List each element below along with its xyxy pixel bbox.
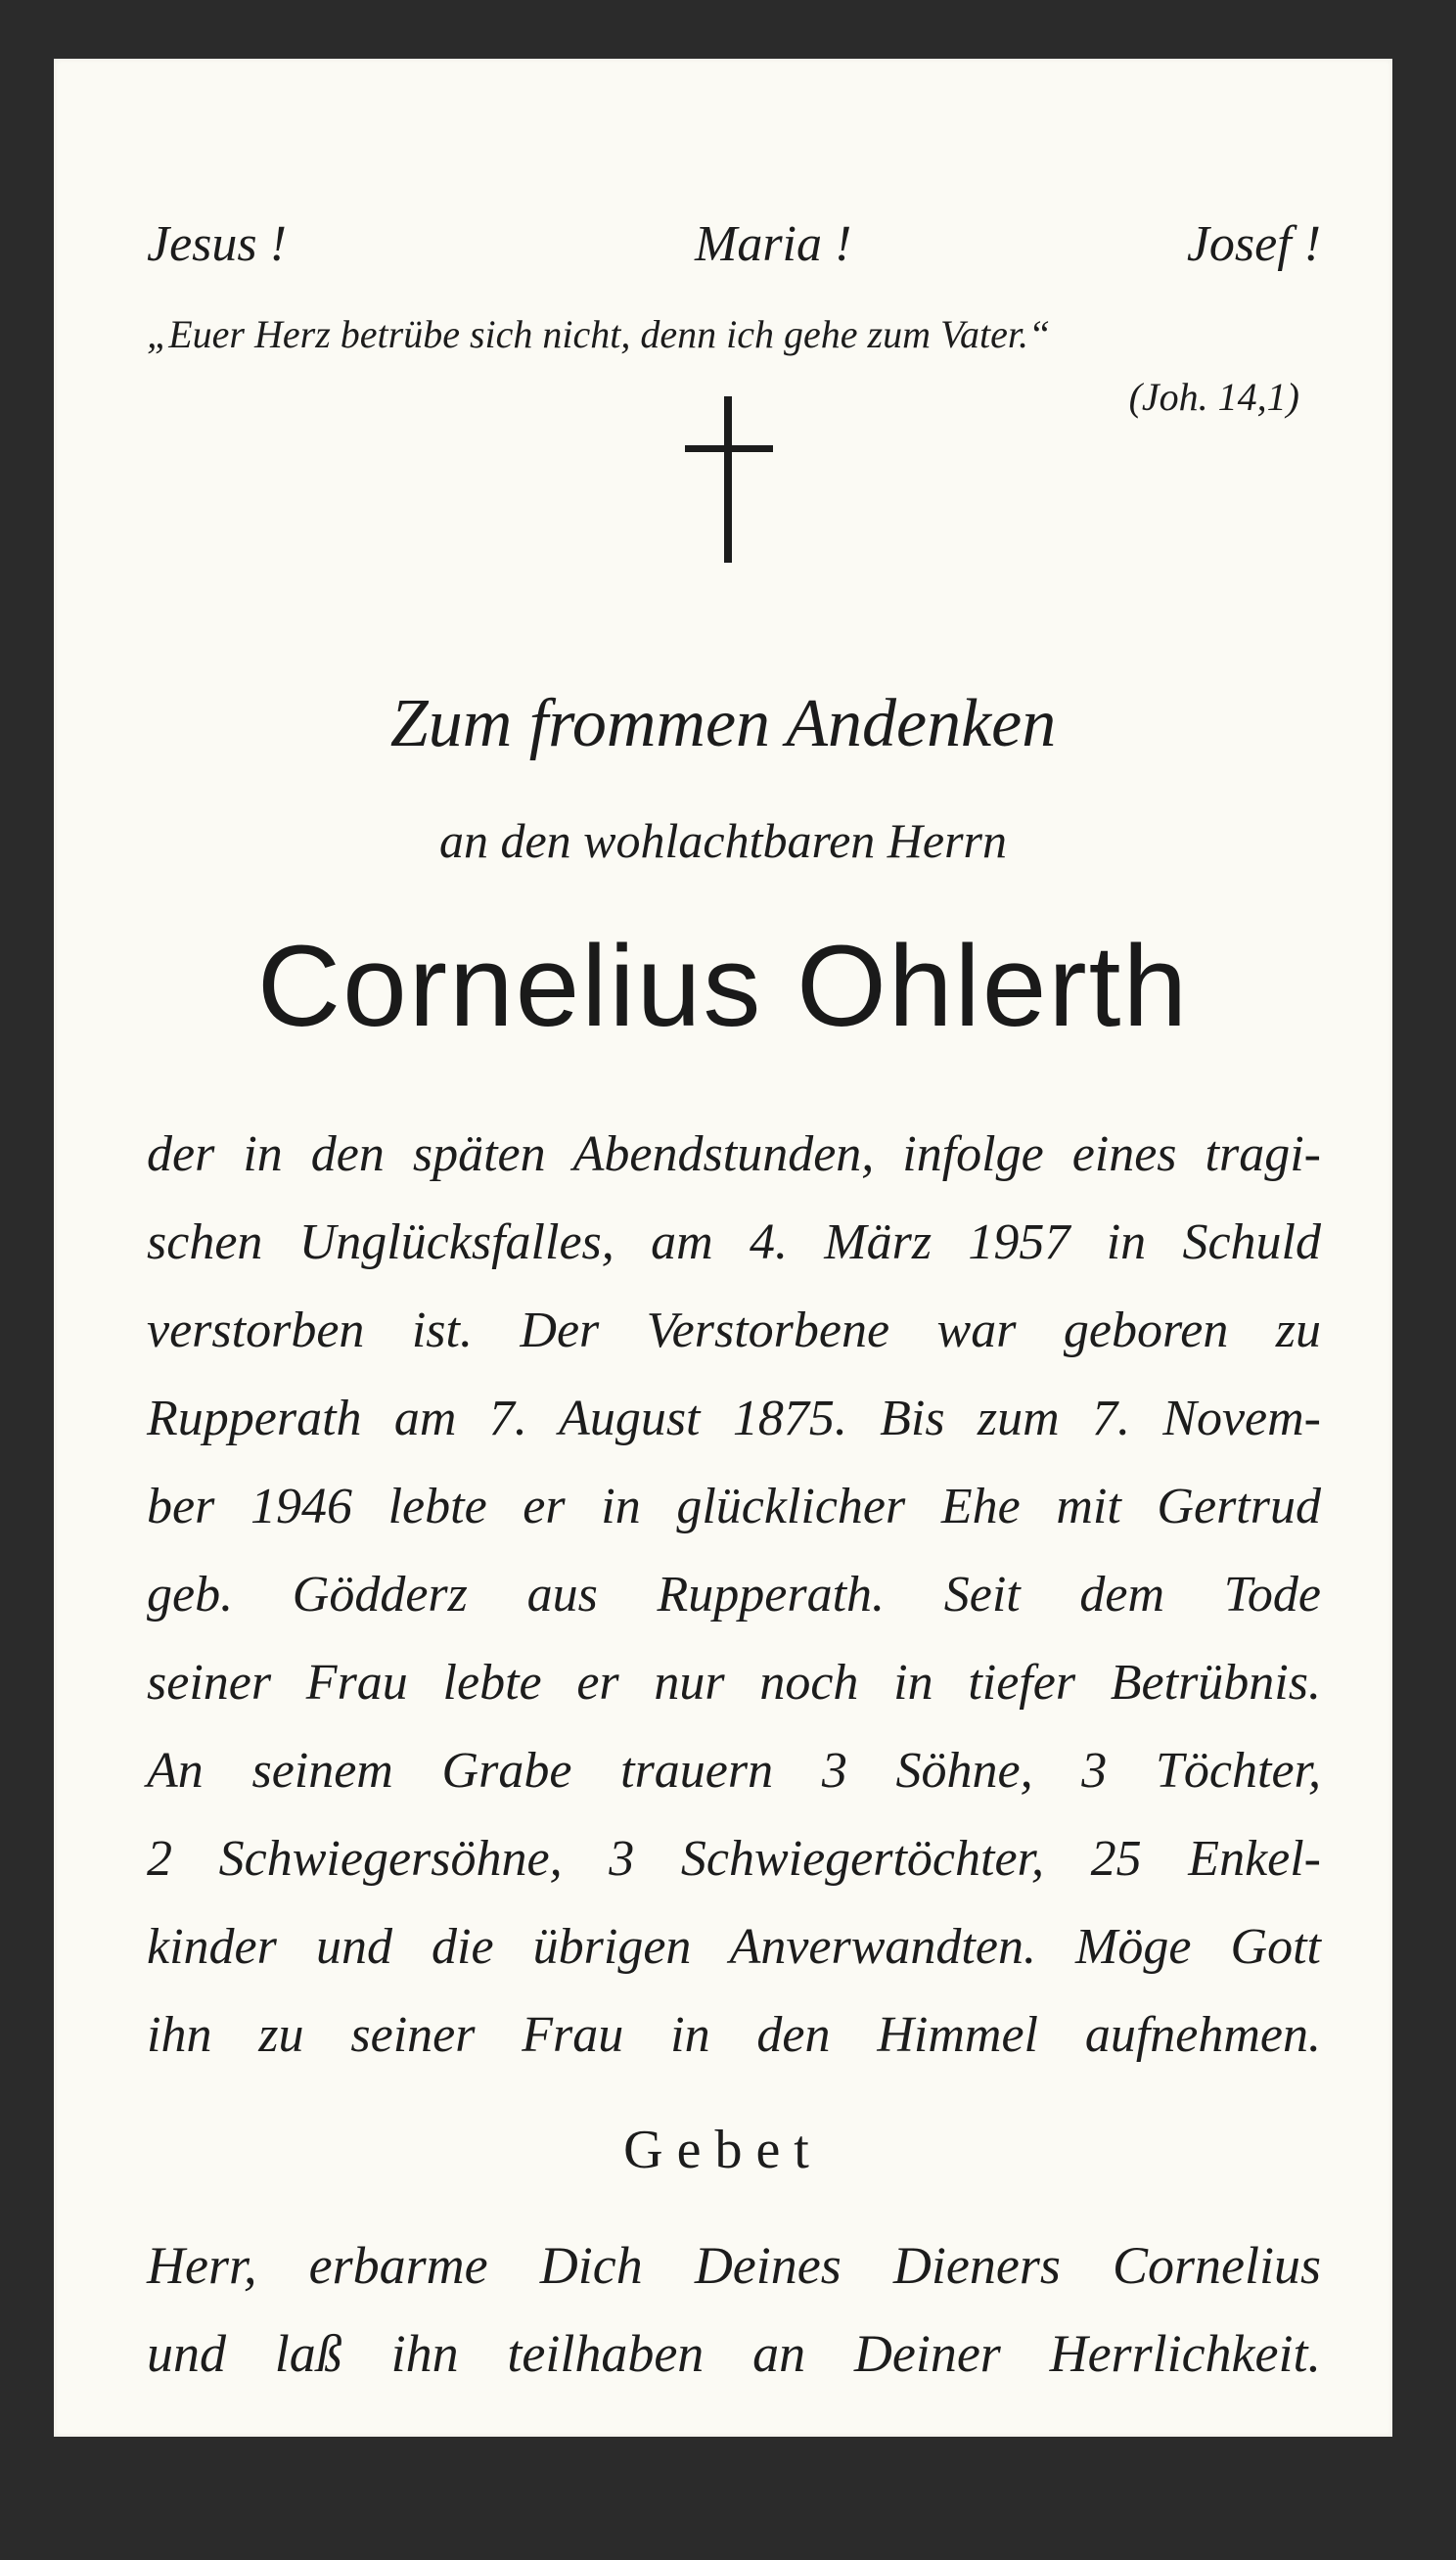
memorial-heading: Zum frommen Andenken <box>389 686 1057 761</box>
obituary-line: seiner Frau lebte er nur noch in tiefer Betrübnis. <box>147 1655 1321 1711</box>
memorial-subheading: an den wohlachtbaren Herrn <box>438 813 1008 868</box>
invocation-jesus: Jesus ! <box>147 216 287 272</box>
obituary-text <box>147 1111 1321 2080</box>
obituary-line: ber 1946 lebte er in glücklicher Ehe mit Gertrud <box>147 1479 1321 1534</box>
obituary-line: An seinem Grabe trauern 3 Söhne, 3 Töchter, <box>147 1743 1321 1799</box>
obituary-line: Rupperath am 7. August 1875. Bis zum 7. Novem- <box>147 1391 1321 1446</box>
memorial-card <box>54 59 1392 2437</box>
obituary-line: ihn zu seiner Frau in den Himmel aufnehmen. <box>147 2007 1321 2063</box>
prayer-line: und laß ihn teilhaben an Deiner Herrlichkeit. <box>147 2324 1321 2383</box>
invocation-row <box>147 215 1321 284</box>
prayer-text <box>147 2221 1321 2398</box>
invocation-maria: Maria ! <box>695 216 852 272</box>
obituary-line: verstorben ist. Der Verstorbene war geboren zu <box>147 1303 1321 1358</box>
cross-icon <box>685 396 773 568</box>
deceased-name: Cornelius Ohlerth <box>256 922 1190 1051</box>
bible-reference: (Joh. 14,1) <box>1128 375 1299 419</box>
bible-quote: „Euer Herz betrübe sich nicht, denn ich gehe zum Vater.“ <box>147 312 1051 356</box>
obituary-line: 2 Schwiegersöhne, 3 Schwiegertöchter, 25 Enkel- <box>147 1831 1321 1887</box>
obituary-line: geb. Gödderz aus Rupperath. Seit dem Tode <box>147 1567 1321 1623</box>
obituary-line: kinder und die übrigen Anverwandten. Möge Gott <box>147 1919 1321 1975</box>
invocation-josef: Josef ! <box>1186 216 1321 272</box>
obituary-line: der in den späten Abendstunden, infolge eines tragi- <box>147 1126 1321 1182</box>
prayer-line: Herr, erbarme Dich Deines Dieners Cornelius <box>147 2236 1321 2295</box>
obituary-line: schen Unglücksfalles, am 4. März 1957 in Schuld <box>147 1214 1321 1270</box>
prayer-title: Gebet <box>623 2120 823 2180</box>
